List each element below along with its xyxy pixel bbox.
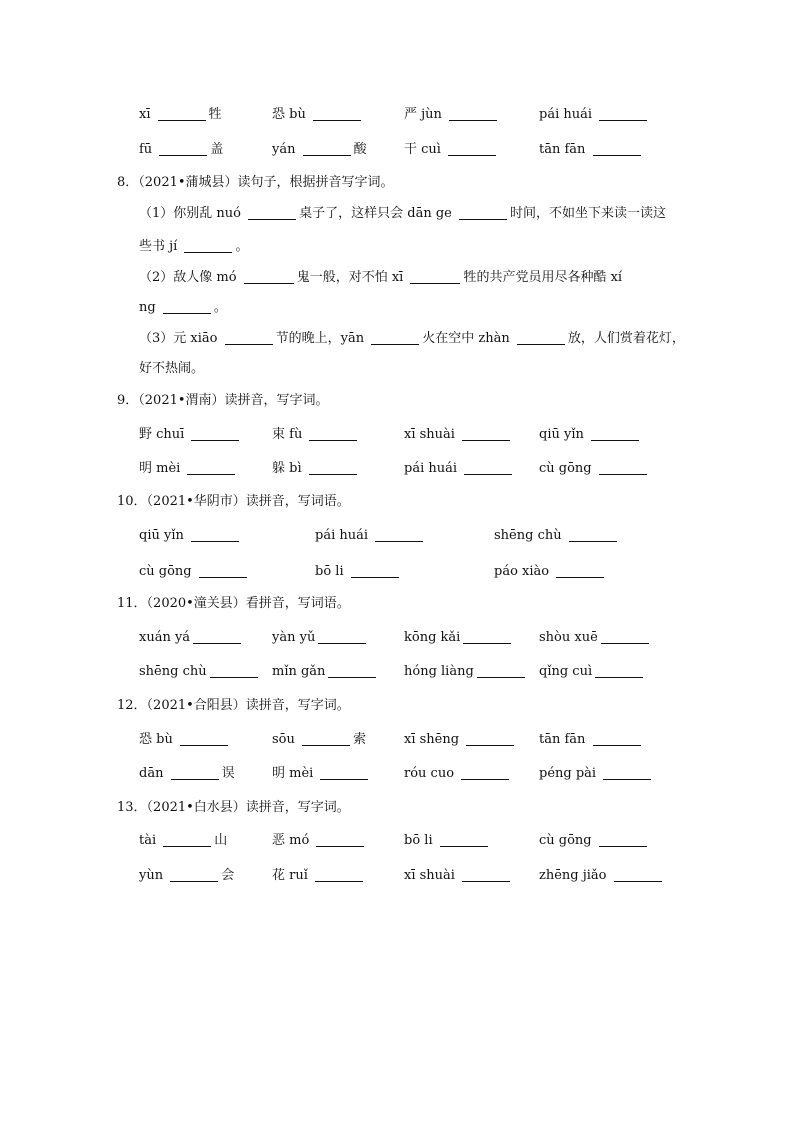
word-item: 恶 mó bbox=[272, 830, 367, 852]
answer-blank[interactable] bbox=[318, 629, 366, 644]
answer-blank[interactable] bbox=[184, 238, 232, 253]
word-item: 躲 bì bbox=[272, 458, 360, 480]
q10-row-2 bbox=[0, 561, 794, 583]
answer-blank[interactable] bbox=[410, 269, 460, 284]
word-item: dān 误 bbox=[139, 766, 235, 781]
answer-blank[interactable] bbox=[614, 867, 662, 882]
answer-blank[interactable] bbox=[466, 731, 514, 746]
answer-blank[interactable] bbox=[210, 663, 258, 678]
answer-blank[interactable] bbox=[180, 731, 228, 746]
q8-sentence-3-cont: 好不热闹。 bbox=[139, 361, 205, 376]
answer-blank[interactable] bbox=[225, 330, 273, 345]
answer-blank[interactable] bbox=[599, 460, 647, 475]
answer-blank[interactable] bbox=[191, 426, 239, 441]
q11-row-1 bbox=[0, 627, 794, 649]
answer-blank[interactable] bbox=[595, 663, 643, 678]
answer-blank[interactable] bbox=[449, 106, 497, 121]
answer-blank[interactable] bbox=[163, 832, 211, 847]
word-item: mǐn gǎn bbox=[272, 661, 379, 683]
q9-row-1 bbox=[0, 424, 794, 446]
word-item: qiū yǐn bbox=[139, 525, 242, 547]
word-item: 明 mèi bbox=[139, 458, 238, 480]
question-12-title: 12．（2021•合阳县）读拼音，写字词。 bbox=[117, 698, 350, 713]
answer-blank[interactable] bbox=[591, 426, 639, 441]
word-item: bō li bbox=[315, 561, 402, 583]
q8-sentence-3: （3）元 xiāo 节的晚上，yān 火在空中 zhàn 放，人们赏着花灯， bbox=[139, 331, 685, 346]
q11-row-2 bbox=[0, 661, 794, 683]
question-9-title: 9．（2021•渭南）读拼音，写字词。 bbox=[117, 393, 329, 408]
answer-blank[interactable] bbox=[599, 106, 647, 121]
answer-blank[interactable] bbox=[462, 867, 510, 882]
word-item: xuán yá bbox=[139, 627, 244, 649]
word-item: shòu xuē bbox=[539, 627, 652, 649]
word-item: tān fān bbox=[539, 729, 644, 751]
answer-blank[interactable] bbox=[517, 330, 565, 345]
word-item: tài 山 bbox=[139, 833, 228, 848]
word-item: xī shuài bbox=[404, 865, 513, 887]
q8-sentence-1-cont: 些书 jí 。 bbox=[139, 239, 249, 254]
word-item: kōng kǎi bbox=[404, 627, 514, 649]
answer-blank[interactable] bbox=[303, 141, 351, 156]
word-item: xī shuài bbox=[404, 424, 513, 446]
word-item: 野 chuī bbox=[139, 424, 242, 446]
q13-row-1 bbox=[0, 830, 794, 852]
answer-blank[interactable] bbox=[599, 832, 647, 847]
word-item: tān fān bbox=[539, 139, 644, 161]
answer-blank[interactable] bbox=[603, 765, 651, 780]
word-item: 恐 bù bbox=[272, 104, 364, 126]
answer-blank[interactable] bbox=[569, 527, 617, 542]
word-item: shēng chù bbox=[494, 525, 620, 547]
answer-blank[interactable] bbox=[593, 141, 641, 156]
answer-blank[interactable] bbox=[315, 867, 363, 882]
answer-blank[interactable] bbox=[163, 299, 211, 314]
answer-blank[interactable] bbox=[462, 426, 510, 441]
answer-blank[interactable] bbox=[463, 629, 511, 644]
answer-blank[interactable] bbox=[193, 629, 241, 644]
word-item: 花 ruǐ bbox=[272, 865, 366, 887]
answer-blank[interactable] bbox=[440, 832, 488, 847]
word-item: yùn 会 bbox=[139, 868, 235, 883]
answer-blank[interactable] bbox=[309, 426, 357, 441]
answer-blank[interactable] bbox=[371, 330, 419, 345]
answer-blank[interactable] bbox=[593, 731, 641, 746]
word-item: zhēng jiǎo bbox=[539, 865, 665, 887]
word-item: yàn yǔ bbox=[272, 627, 369, 649]
word-item: cù gōng bbox=[539, 458, 650, 480]
answer-blank[interactable] bbox=[313, 106, 361, 121]
word-item: hóng liàng bbox=[404, 661, 528, 683]
answer-blank[interactable] bbox=[191, 527, 239, 542]
word-item: qǐng cuì bbox=[539, 661, 646, 683]
word-item: xī shēng bbox=[404, 729, 517, 751]
answer-blank[interactable] bbox=[464, 460, 512, 475]
answer-blank[interactable] bbox=[158, 106, 206, 121]
answer-blank[interactable] bbox=[171, 765, 219, 780]
answer-blank[interactable] bbox=[302, 731, 350, 746]
answer-blank[interactable] bbox=[448, 141, 496, 156]
answer-blank[interactable] bbox=[187, 460, 235, 475]
q10-row-1 bbox=[0, 525, 794, 547]
word-item: cù gōng bbox=[139, 561, 250, 583]
answer-blank[interactable] bbox=[601, 629, 649, 644]
word-item: páo xiào bbox=[494, 561, 607, 583]
word-item: 明 mèi bbox=[272, 763, 371, 785]
word-item: yán 酸 bbox=[272, 142, 367, 157]
answer-blank[interactable] bbox=[244, 269, 294, 284]
question-10-title: 10．（2021•华阴市）读拼音，写词语。 bbox=[117, 494, 350, 509]
q12-row-2 bbox=[0, 763, 794, 785]
word-item: pái huái bbox=[539, 104, 650, 126]
answer-blank[interactable] bbox=[320, 765, 368, 780]
answer-blank[interactable] bbox=[556, 563, 604, 578]
answer-blank[interactable] bbox=[477, 663, 525, 678]
word-item: fū 盖 bbox=[139, 142, 224, 157]
answer-blank[interactable] bbox=[309, 460, 357, 475]
answer-blank[interactable] bbox=[316, 832, 364, 847]
answer-blank[interactable] bbox=[461, 765, 509, 780]
answer-blank[interactable] bbox=[328, 663, 376, 678]
word-item: qiū yǐn bbox=[539, 424, 642, 446]
word-item: 恐 bù bbox=[139, 729, 231, 751]
q13-row-2 bbox=[0, 865, 794, 887]
answer-blank[interactable] bbox=[170, 867, 218, 882]
question-8-title: 8．（2021•蒲城县）读句子，根据拼音写字词。 bbox=[117, 175, 394, 190]
answer-blank[interactable] bbox=[375, 527, 423, 542]
word-item: 束 fù bbox=[272, 424, 360, 446]
word-item: shēng chù bbox=[139, 661, 261, 683]
q8-sentence-2-cont: ng 。 bbox=[139, 300, 227, 315]
word-item: pái huái bbox=[404, 458, 515, 480]
answer-blank[interactable] bbox=[459, 205, 507, 220]
word-item: 严 jùn bbox=[404, 104, 500, 126]
top-row-2 bbox=[0, 139, 794, 161]
answer-blank[interactable] bbox=[248, 205, 296, 220]
top-row-1 bbox=[0, 104, 794, 126]
q12-row-1 bbox=[0, 729, 794, 751]
word-item: bō li bbox=[404, 830, 491, 852]
answer-blank[interactable] bbox=[351, 563, 399, 578]
word-item: péng pài bbox=[539, 763, 654, 785]
answer-blank[interactable] bbox=[159, 141, 207, 156]
question-11-title: 11．（2020•潼关县）看拼音，写词语。 bbox=[117, 596, 350, 611]
q8-sentence-1: （1）你别乱 nuó 桌子了，这样只会 dān ge 时间，不如坐下来读一读这 bbox=[139, 206, 667, 221]
word-item: sōu 索 bbox=[272, 732, 367, 747]
q9-row-2 bbox=[0, 458, 794, 480]
word-item: cù gōng bbox=[539, 830, 650, 852]
word-item: xī 牲 bbox=[139, 107, 222, 122]
q8-sentence-2: （2）敌人像 mó 鬼一般，对不怕 xī 牲的共产党员用尽各种酷 xí bbox=[139, 270, 623, 285]
question-13-title: 13．（2021•白水县）读拼音，写字词。 bbox=[117, 800, 350, 815]
word-item: 干 cuì bbox=[404, 139, 499, 161]
word-item: róu cuo bbox=[404, 763, 512, 785]
answer-blank[interactable] bbox=[199, 563, 247, 578]
word-item: pái huái bbox=[315, 525, 426, 547]
